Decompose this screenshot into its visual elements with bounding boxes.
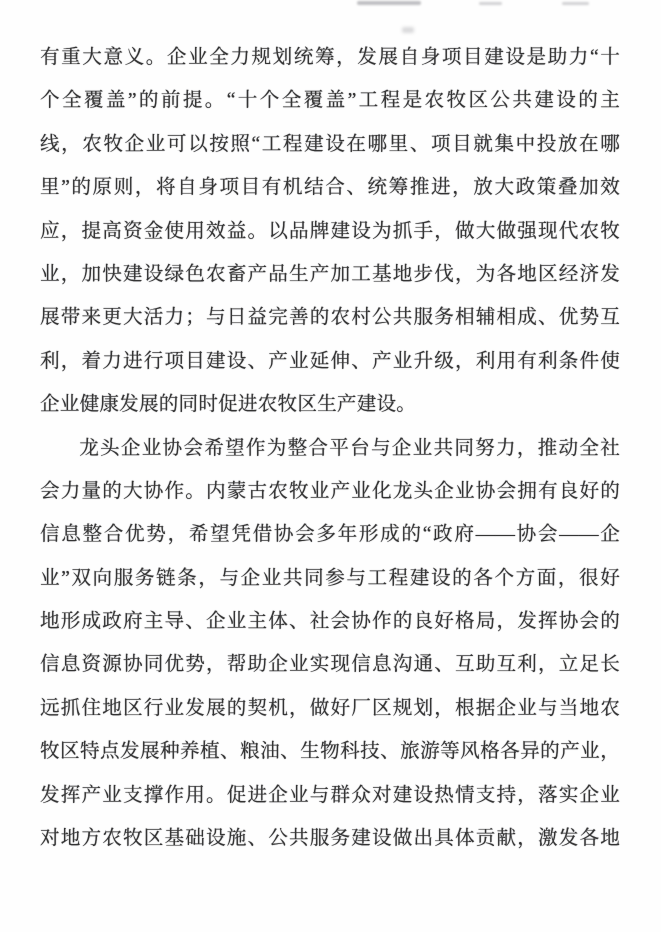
text-line: 对地方农牧区基础设施、公共服务建设做出具体贡献，激发各地: [40, 828, 620, 850]
text-line: 业，加快建设绿色农畜产品生产加工基地步伐，为各地区经济发: [40, 263, 620, 285]
text-line: 远抓住地区行业发展的契机，做好厂区规划，根据企业与当地农: [40, 697, 620, 719]
scan-artifact-icon: [402, 27, 414, 33]
paragraph: [40, 427, 620, 861]
scan-artifact-icon: [479, 2, 502, 5]
scan-artifact-icon: [357, 1, 421, 5]
text-line: 会力量的大协作。内蒙古农牧业产业化龙头企业协会拥有良好的: [40, 480, 620, 502]
page-body-text: [40, 36, 620, 860]
paragraph: [40, 36, 620, 427]
text-line: 有重大意义。企业全力规划统筹，发展自身项目建设是助力“十: [40, 47, 620, 68]
text-line: 信息资源协同优势，帮助企业实现信息沟通、互助互利，立足长: [40, 654, 620, 676]
text-line: 展带来更大活力；与日益完善的农村公共服务相辅相成、优势互: [40, 307, 620, 329]
text-line: 龙头企业协会希望作为整合平台与企业共同努力，推动全社: [79, 437, 620, 459]
text-line: 里”的原则，将自身项目有机结合、统筹推进，放大政策叠加效: [40, 177, 620, 199]
scan-artifact-icon: [562, 2, 589, 5]
text-line: 线，农牧企业可以按照“工程建设在哪里、项目就集中投放在哪: [40, 133, 620, 155]
text-line: 地形成政府主导、企业主体、社会协作的良好格局，发挥协会的: [40, 611, 620, 633]
text-line: 牧区特点发展种养植、粮油、生物科技、旅游等风格各异的产业，: [40, 741, 620, 763]
text-line: 个全覆盖”的前提。“十个全覆盖”工程是农牧区公共建设的主: [40, 90, 620, 112]
text-line: 应，提高资金使用效益。以品牌建设为抓手，做大做强现代农牧: [40, 220, 620, 242]
text-line: 业”双向服务链条，与企业共同参与工程建设的各个方面，很好: [40, 567, 620, 589]
text-line: 企业健康发展的同时促进农牧区生产建设。: [40, 394, 417, 416]
text-line: 利，着力进行项目建设、产业延伸、产业升级，利用有利条件使: [40, 350, 620, 372]
text-line: 发挥产业支撑作用。促进企业与群众对建设热情支持，落实企业: [40, 784, 620, 806]
text-line: 信息整合优势，希望凭借协会多年形成的“政府——协会——企: [40, 524, 620, 546]
